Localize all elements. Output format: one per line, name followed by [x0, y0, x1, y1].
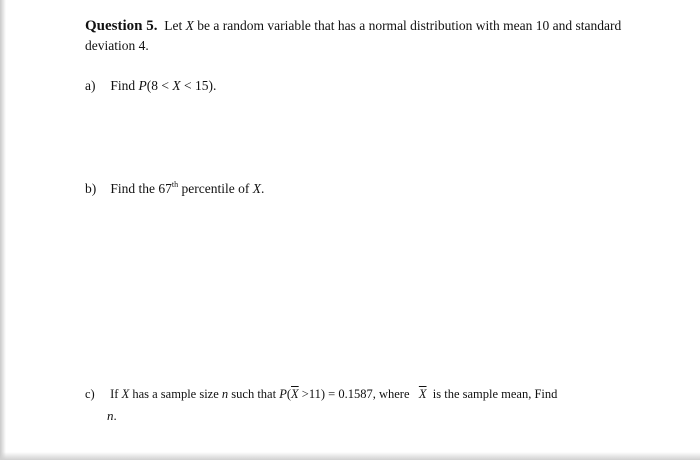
part-c-label: c) [85, 387, 95, 401]
part-a [85, 76, 216, 96]
part-b-sup: th [171, 180, 179, 189]
part-b-var: X [252, 181, 261, 196]
part-c-end: . [113, 408, 117, 423]
question-stem-pre: Let [164, 18, 186, 33]
part-c-xbar1: $\overline{X}$ [291, 387, 299, 401]
part-c-t4: >11) = 0.1587, where [298, 387, 413, 401]
part-a-close: < 15). [180, 78, 217, 93]
part-b-text-post: percentile of [178, 181, 253, 196]
part-c-n2: n [107, 408, 114, 423]
part-c-xbar2: $\overline{X}$ [418, 387, 427, 401]
part-b [85, 179, 264, 199]
part-a-label: a) [85, 78, 96, 93]
question-stem-var: X [185, 18, 194, 33]
part-c-var1: X [121, 387, 130, 401]
part-c-line2 [107, 408, 117, 424]
part-c-p: P [279, 387, 287, 401]
part-c [85, 384, 645, 404]
part-a-p: P [138, 78, 147, 93]
part-c-t5: is the sample mean, Find [429, 387, 558, 401]
part-a-text-pre: Find [110, 78, 139, 93]
part-c-t2: has a sample size [129, 387, 222, 401]
part-c-n1: n [221, 387, 229, 401]
part-c-open: ( [286, 387, 292, 401]
page-edge-shadow [0, 0, 6, 460]
part-a-open: (8 < [146, 78, 173, 93]
question-header [85, 16, 645, 56]
part-b-label: b) [85, 181, 97, 196]
part-b-end: . [260, 181, 265, 196]
question-stem-post: be a random variable that has a normal distribution with mean 10 and standard deviation 4. [85, 18, 622, 53]
page-bottom-shadow [0, 452, 700, 460]
part-c-t1: If [110, 387, 122, 401]
question-number: Question 5. [85, 18, 158, 34]
part-a-var: X [172, 78, 181, 93]
part-b-text-pre: Find the 67 [110, 181, 172, 196]
part-c-t3: such that [228, 387, 280, 401]
